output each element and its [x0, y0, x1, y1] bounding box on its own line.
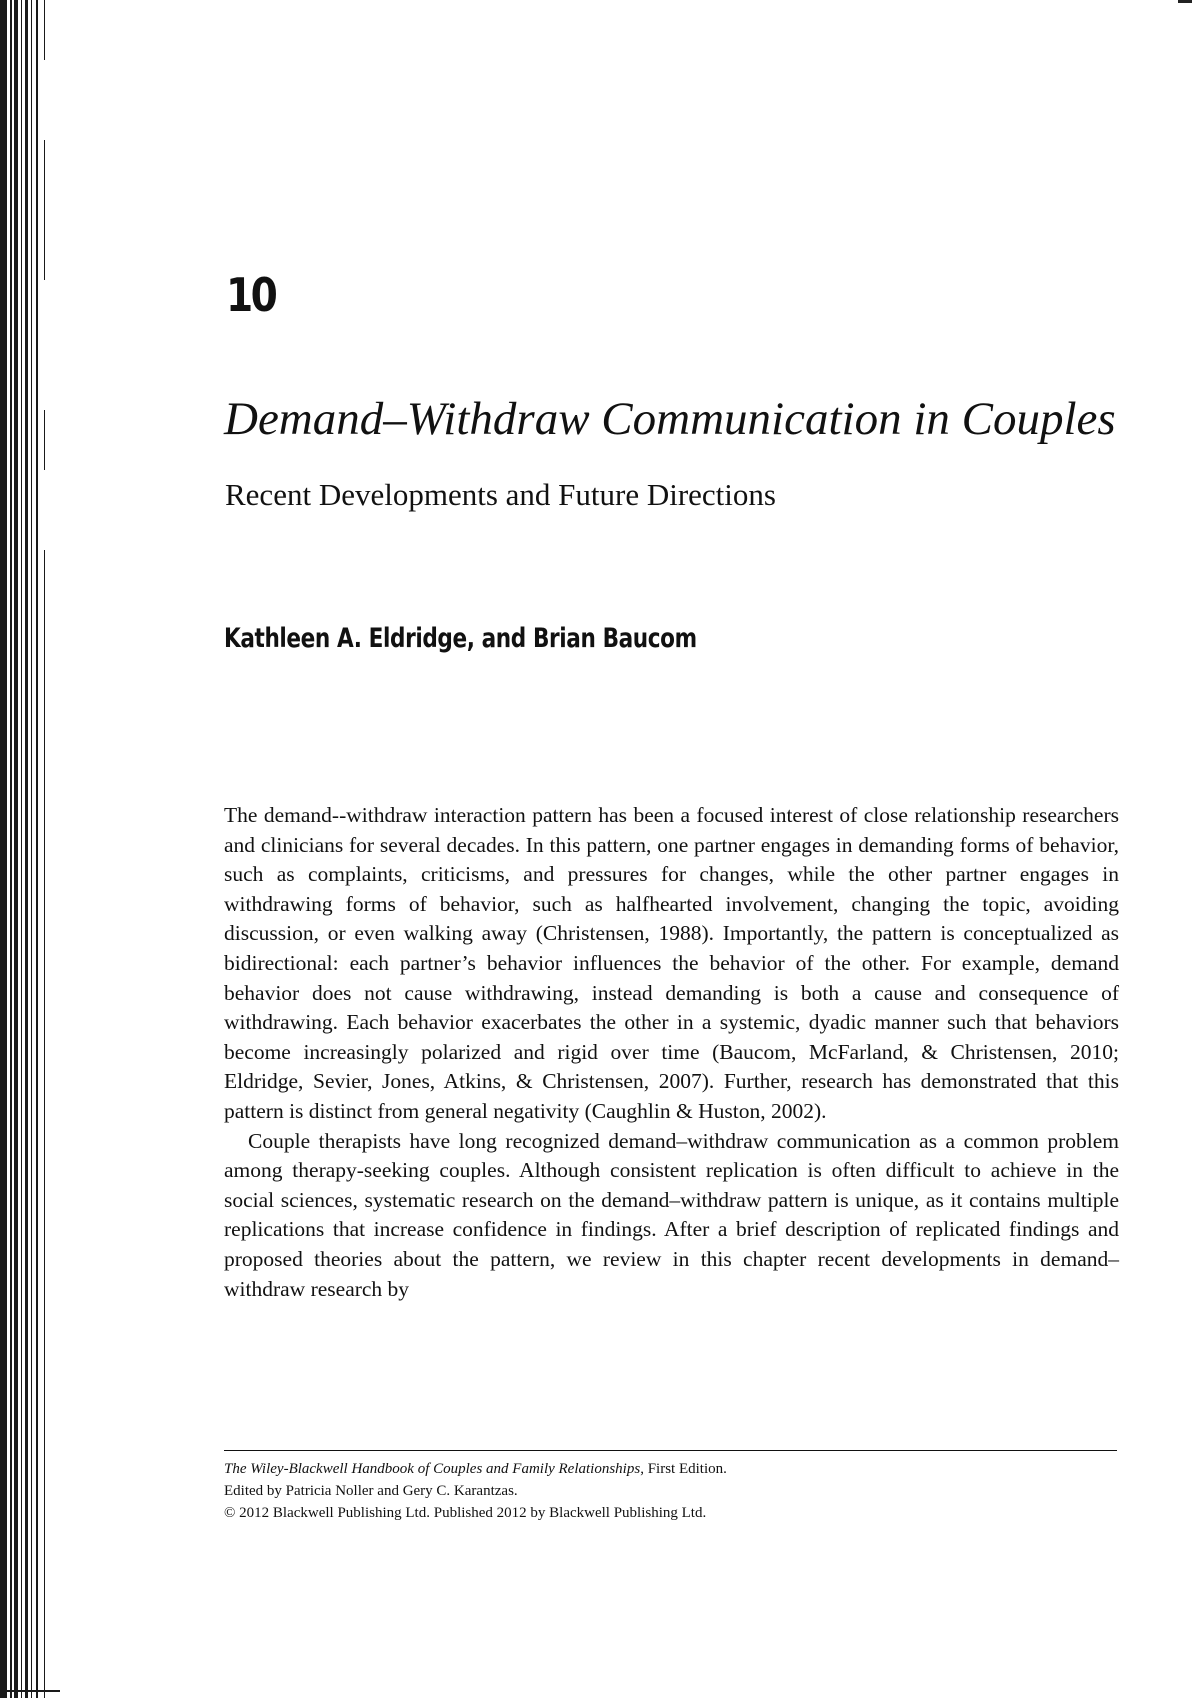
footnote-divider [224, 1450, 1117, 1451]
footnote-copyright: © 2012 Blackwell Publishing Ltd. Published 2012 by Blackwell Publishing Ltd. [224, 1505, 707, 1521]
footnote-edition: , First Edition. [640, 1461, 727, 1477]
footnote-book-title: The Wiley-Blackwell Handbook of Couples and Family Relationships [224, 1461, 641, 1477]
footnote-book-line [224, 1458, 1124, 1480]
chapter-authors: Kathleen A. Eldridge, and Brian Baucom [224, 623, 697, 654]
scan-corner-mark [1178, 0, 1192, 3]
chapter-subtitle: Recent Developments and Future Directions [225, 477, 776, 512]
body-text [224, 801, 1119, 1304]
chapter-number: 10 [226, 268, 276, 322]
footnote [224, 1458, 1124, 1524]
paragraph-1: The demand--withdraw interaction pattern has been a focused interest of close relationship researchers and clinicians for several decades. In this pattern, one partner engages in demanding forms of behavior, such as complaints, criticisms, and pressures for changes, while the other partner engages in withdrawing forms of behavior, such as halfhearted involvement, changing the topic, avoiding discussion, or even walking away (Christensen, 1988). Importantly, the pattern is conceptualized as bidirectional: each partner’s behavior influences the behavior of the other. For example, demand behavior does not cause withdrawing, instead demanding is both a cause and consequence of withdrawing. Each behavior exacerbates the other in a systemic, dyadic manner such that behaviors become increasingly polarized and rigid over time (Baucom, McFarland, & Christensen, 2010; Eldridge, Sevier, Jones, Atkins, & Christensen, 2007). Further, research has demonstrated that this pattern is distinct from general negativity (Caughlin & Huston, 2002). [224, 803, 1119, 1123]
paragraph-2: Couple therapists have long recognized demand–withdraw communication as a common problem among therapy-seeking couples. Although consistent replication is often difficult to achieve in the social sciences, systematic research on the demand–withdraw pattern is unique, as it contains multiple replications that increase confidence in findings. After a brief description of replicated findings and proposed theories about the pattern, we review in this chapter recent developments in demand–withdraw research by [224, 1128, 1119, 1301]
chapter-title: Demand–Withdraw Communication in Couples [224, 393, 1116, 445]
footnote-editors: Edited by Patricia Noller and Gery C. Karantzas. [224, 1483, 518, 1499]
scan-binding-edge [0, 0, 60, 1698]
